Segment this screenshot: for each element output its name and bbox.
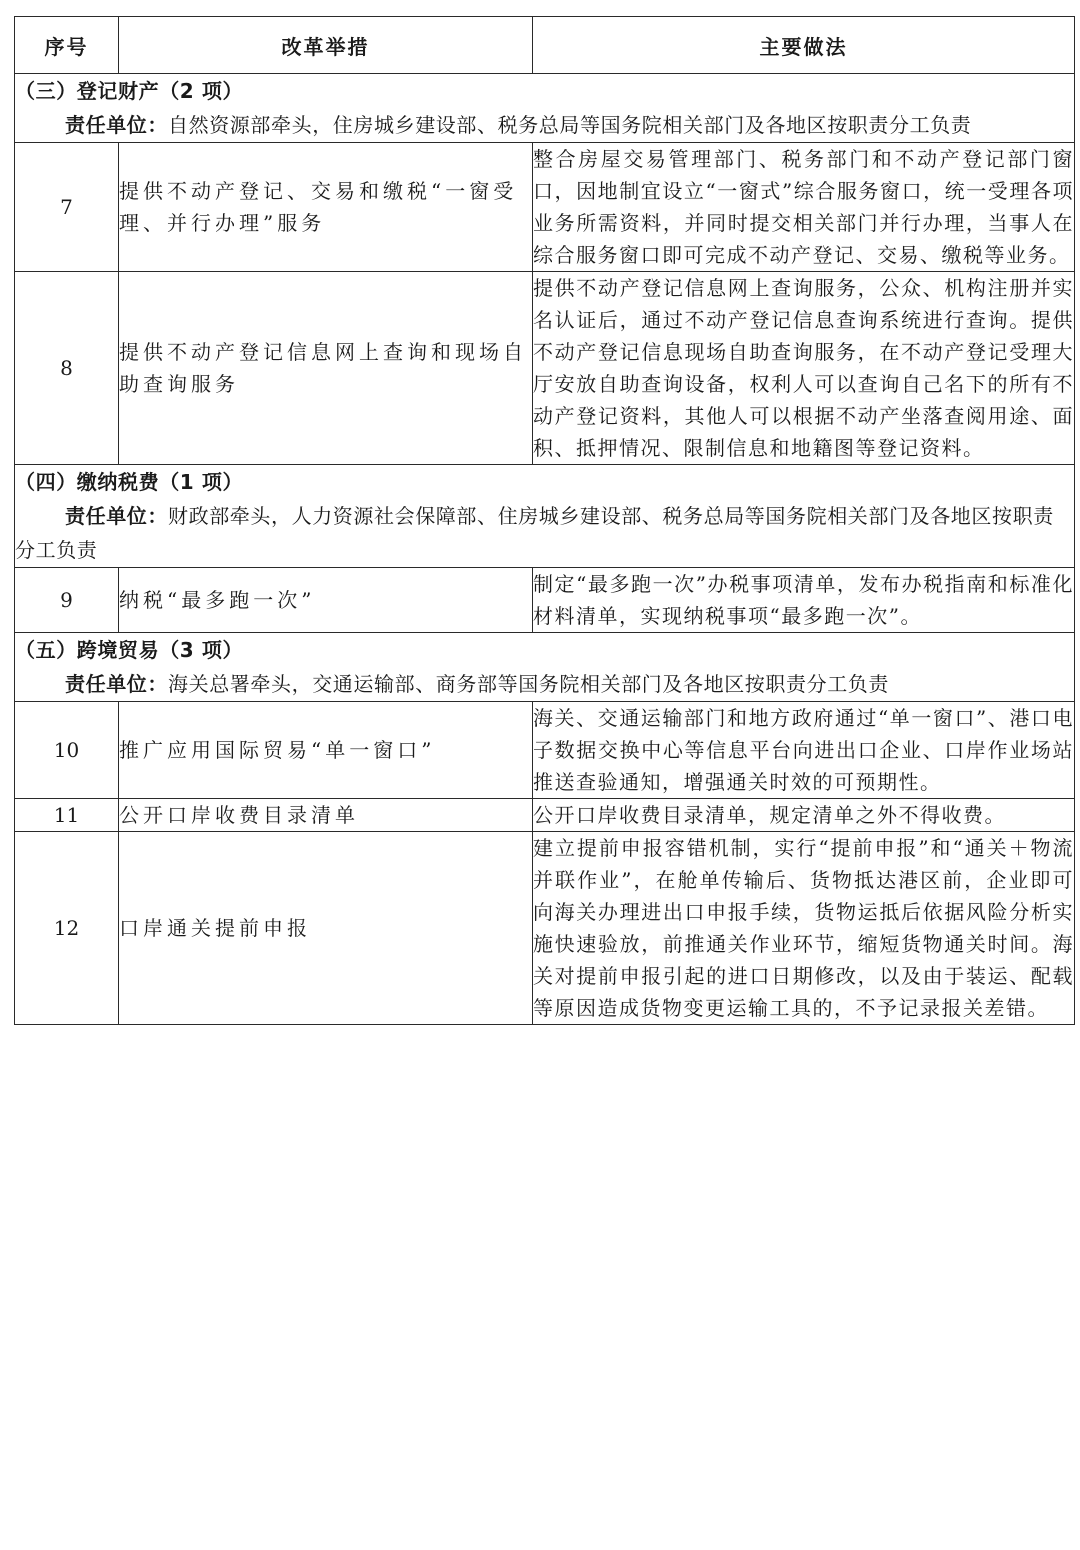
serial-number-cell: 11 [15,799,119,832]
responsible-unit-label: 责任单位： [65,113,168,137]
section-cell [15,74,1075,143]
responsible-unit-line [15,499,1074,567]
table-row [15,272,1075,465]
responsible-unit-text: 自然资源部牵头，住房城乡建设部、税务总局等国务院相关部门及各地区按职责分工负责 [168,113,972,137]
table-row [15,799,1075,832]
header-reform-measure: 改革举措 [119,17,533,74]
section-row [15,633,1075,702]
responsible-unit-text: 海关总署牵头，交通运输部、商务部等国务院相关部门及各地区按职责分工负责 [168,672,889,696]
responsible-unit-line [15,667,1074,701]
responsible-unit-label: 责任单位： [65,504,168,528]
table-row [15,568,1075,633]
reform-measure-cell: 公开口岸收费目录清单 [119,799,533,832]
serial-number-cell: 10 [15,702,119,799]
responsible-unit-line [15,108,1074,142]
section-row [15,465,1075,568]
section-title: （五）跨境贸易（3 项） [15,638,244,662]
main-method-cell: 制定“最多跑一次”办税事项清单，发布办税指南和标准化材料清单，实现纳税事项“最多跑一次”。 [533,568,1075,633]
header-main-method: 主要做法 [533,17,1075,74]
serial-number-cell: 12 [15,832,119,1025]
responsible-unit-label: 责任单位： [65,672,168,696]
header-serial-number: 序号 [15,17,119,74]
main-method-cell: 公开口岸收费目录清单，规定清单之外不得收费。 [533,799,1075,832]
section-cell [15,465,1075,568]
section-title: （三）登记财产（2 项） [15,79,244,103]
section-row [15,74,1075,143]
table-header-row [15,17,1075,74]
reform-measure-cell: 纳税“最多跑一次” [119,568,533,633]
main-method-cell: 提供不动产登记信息网上查询服务，公众、机构注册并实名认证后，通过不动产登记信息查询系统进行查询。提供不动产登记信息现场自助查询服务，在不动产登记受理大厅安放自助查询设备，权利人可以查询自己名下的所有不动产登记资料，其他人可以根据不动产坐落查阅用途、面积、抵押情况、限制信息和地籍图等登记资料。 [533,272,1075,465]
main-method-cell: 整合房屋交易管理部门、税务部门和不动产登记部门窗口，因地制宜设立“一窗式”综合服务窗口，统一受理各项业务所需资料，并同时提交相关部门并行办理，当事人在综合服务窗口即可完成不动产登记、交易、缴税等业务。 [533,143,1075,272]
main-method-cell: 建立提前申报容错机制，实行“提前申报”和“通关＋物流并联作业”，在舱单传输后、货物抵达港区前，企业即可向海关办理进出口申报手续，货物运抵后依据风险分析实施快速验放，前推通关作业环节，缩短货物通关时间。海关对提前申报引起的进口日期修改，以及由于装运、配载等原因造成货物变更运输工具的，不予记录报关差错。 [533,832,1075,1025]
reform-measure-cell: 推广应用国际贸易“单一窗口” [119,702,533,799]
serial-number-cell: 9 [15,568,119,633]
section-title: （四）缴纳税费（1 项） [15,470,244,494]
reform-measure-cell: 提供不动产登记信息网上查询和现场自助查询服务 [119,272,533,465]
responsible-unit-text: 财政部牵头，人力资源社会保障部、住房城乡建设部、税务总局等国务院相关部门及各地区按职责分工负责 [15,504,1054,562]
serial-number-cell: 7 [15,143,119,272]
section-cell [15,633,1075,702]
table-row [15,143,1075,272]
reform-measure-cell: 口岸通关提前申报 [119,832,533,1025]
reform-measure-cell: 提供不动产登记、交易和缴税“一窗受理、并行办理”服务 [119,143,533,272]
serial-number-cell: 8 [15,272,119,465]
table-row [15,832,1075,1025]
main-method-cell: 海关、交通运输部门和地方政府通过“单一窗口”、港口电子数据交换中心等信息平台向进出口企业、口岸作业场站推送查验通知，增强通关时效的可预期性。 [533,702,1075,799]
reform-measures-table [14,16,1075,1025]
table-row [15,702,1075,799]
